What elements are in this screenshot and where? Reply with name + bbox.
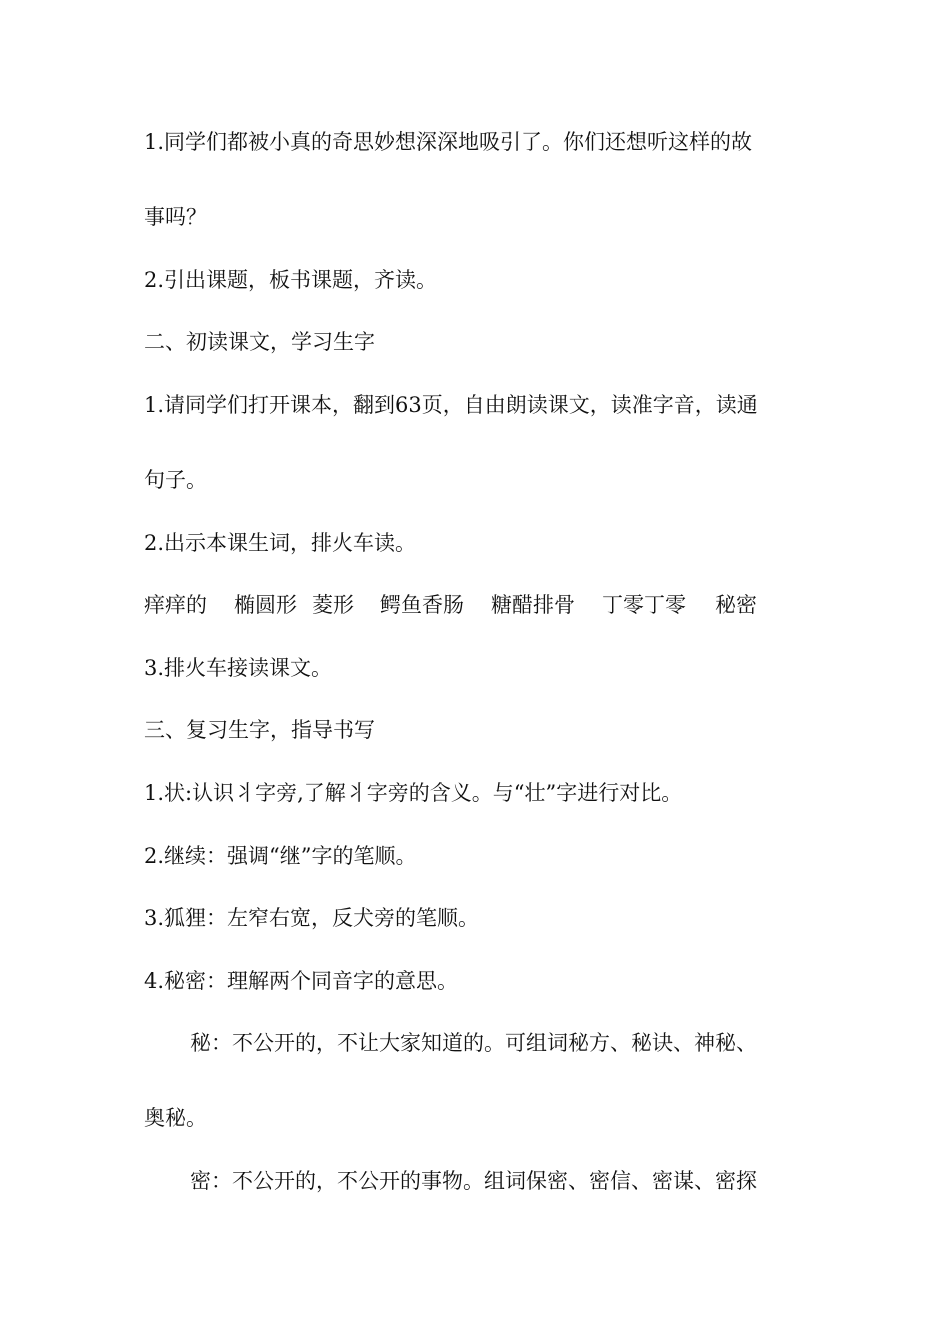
vocab-word: 菱形 — [312, 593, 354, 617]
text-line: 事吗？ — [144, 205, 207, 229]
text-line: 1.状:认识丬字旁,了解丬字旁的含义。与“壮”字进行对比。 — [144, 781, 683, 805]
vocab-word: 糖醋排骨 — [491, 593, 575, 617]
vocab-word: 丁零丁零 — [602, 593, 686, 617]
text-line: 奥秘。 — [144, 1106, 207, 1130]
text-line: 3.排火车接读课文。 — [144, 656, 333, 680]
vocab-word: 秘密 — [715, 593, 757, 617]
text-line: 1.同学们都被小真的奇思妙想深深地吸引了。你们还想听这样的故 — [144, 130, 753, 154]
text-line: 2.继续：强调“继”字的笔顺。 — [144, 844, 417, 868]
text-line: 4.秘密：理解两个同音字的意思。 — [144, 969, 459, 993]
vocab-word: 鳄鱼香肠 — [380, 593, 464, 617]
text-line: 句子。 — [144, 468, 207, 492]
text-line: 密：不公开的，不公开的事物。组词保密、密信、密谋、密探 — [190, 1169, 757, 1193]
text-line: 3.狐狸：左窄右宽，反犬旁的笔顺。 — [144, 906, 480, 930]
vocab-word: 椭圆形 — [234, 593, 297, 617]
text-line: 1.请同学们打开课本，翻到63页，自由朗读课文，读准字音，读通 — [144, 393, 758, 417]
section-heading: 三、复习生字，指导书写 — [144, 718, 375, 742]
section-heading: 二、初读课文，学习生字 — [144, 330, 375, 354]
text-line: 2.引出课题，板书课题，齐读。 — [144, 268, 438, 292]
vocab-word: 痒痒的 — [144, 593, 207, 617]
text-line: 2.出示本课生词，排火车读。 — [144, 531, 417, 555]
text-line: 秘：不公开的，不让大家知道的。可组词秘方、秘诀、神秘、 — [190, 1031, 757, 1055]
